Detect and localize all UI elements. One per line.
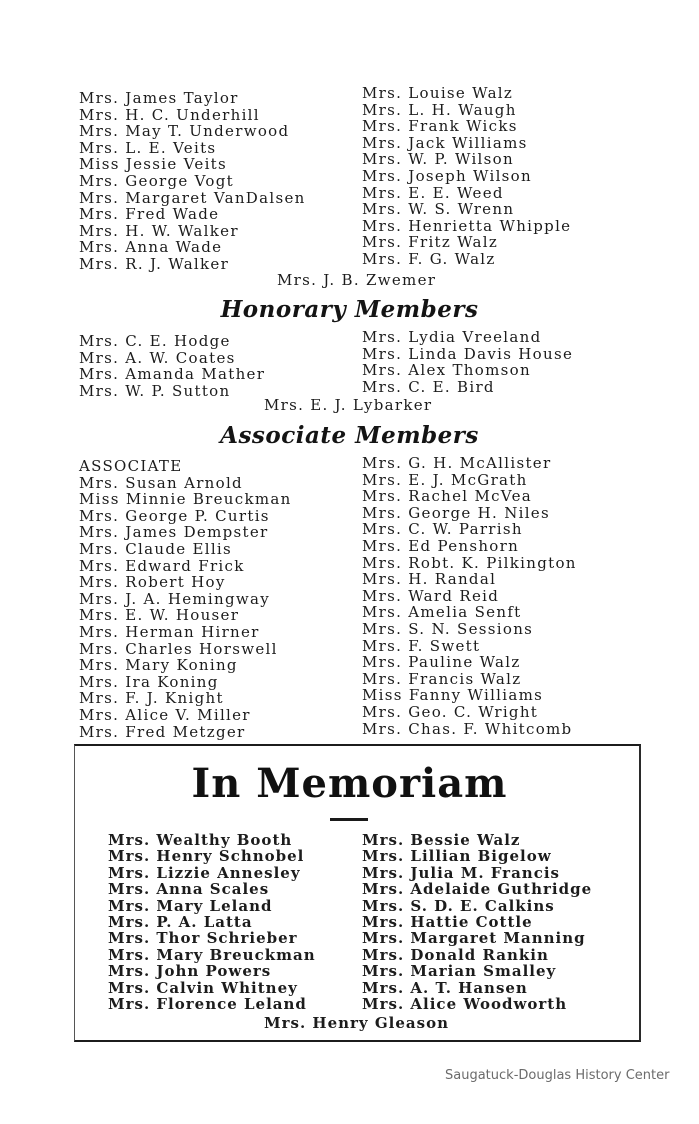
associate-member-name: Mrs. Francis Walz bbox=[362, 669, 522, 688]
associate-member-name: Mrs. Robt. K. Pilkington bbox=[362, 553, 577, 572]
associate-right-column bbox=[362, 455, 577, 737]
associate-member-name: Mrs. Chas. F. Whitcomb bbox=[362, 719, 573, 738]
memoriam-name: Mrs. P. A. Latta bbox=[108, 912, 253, 931]
associate-member-name: Mrs. F. J. Knight bbox=[79, 689, 224, 708]
memoriam-name: Mrs. Margaret Manning bbox=[362, 929, 586, 948]
member-name: Mrs. Henrietta Whipple bbox=[362, 216, 572, 235]
member-name: Mrs. Jack Williams bbox=[362, 133, 528, 152]
associate-left-column bbox=[79, 458, 292, 740]
memoriam-name: Mrs. Wealthy Booth bbox=[108, 831, 293, 849]
associate-member-name: Mrs. Rachel McVea bbox=[362, 487, 532, 506]
honorary-member-name: Mrs. C. E. Hodge bbox=[79, 332, 231, 350]
member-name: Mrs. James Taylor bbox=[79, 89, 239, 107]
memoriam-divider bbox=[330, 818, 368, 821]
associate-member-name: Mrs. C. W. Parrish bbox=[362, 520, 523, 539]
member-name: Mrs. R. J. Walker bbox=[79, 254, 230, 273]
associate-member-name: Mrs. F. Swett bbox=[362, 636, 481, 655]
honorary-member-name: Mrs. W. P. Sutton bbox=[79, 381, 231, 400]
memoriam-name: Mrs. Donald Rankin bbox=[362, 945, 549, 964]
memoriam-name: Mrs. Henry Schnobel bbox=[108, 847, 305, 866]
associate-member-name: Mrs. Herman Hirner bbox=[79, 622, 260, 641]
member-name: Mrs. E. E. Weed bbox=[362, 183, 504, 202]
associate-member-name: Mrs. James Dempster bbox=[79, 523, 269, 542]
associate-member-name: Miss Fanny Williams bbox=[362, 686, 544, 705]
members-center-name: Mrs. J. B. Zwemer bbox=[277, 271, 437, 289]
history-center-credit: Saugatuck-Douglas History Center bbox=[445, 1068, 670, 1083]
member-name: Mrs. H. W. Walker bbox=[79, 221, 239, 240]
memoriam-name: Mrs. Alice Woodworth bbox=[362, 994, 568, 1013]
honorary-member-name: Mrs. Linda Davis House bbox=[362, 344, 574, 363]
associate-member-name: Mrs. E. J. McGrath bbox=[362, 470, 528, 489]
associate-member-name: Mrs. George H. Niles bbox=[362, 503, 550, 522]
member-name: Mrs. H. C. Underhill bbox=[79, 105, 260, 124]
member-name: Mrs. Fritz Walz bbox=[362, 233, 499, 252]
member-name: Mrs. May T. Underwood bbox=[79, 122, 290, 141]
member-name: Mrs. Joseph Wilson bbox=[362, 166, 532, 185]
associate-member-name: Mrs. Ward Reid bbox=[362, 586, 500, 605]
memoriam-name: Mrs. Mary Leland bbox=[108, 896, 273, 915]
memoriam-left-column bbox=[108, 832, 316, 1012]
honorary-center-name: Mrs. E. J. Lybarker bbox=[264, 396, 433, 414]
member-name: Mrs. George Vogt bbox=[79, 171, 234, 190]
memoriam-name: Mrs. Lizzie Annesley bbox=[108, 863, 301, 882]
memoriam-right-column bbox=[362, 832, 592, 1012]
associate-member-name: Mrs. Claude Ellis bbox=[79, 539, 233, 558]
member-name: Mrs. L. E. Veits bbox=[79, 138, 217, 157]
associate-member-name: Mrs. S. N. Sessions bbox=[362, 619, 534, 638]
memoriam-title: In Memoriam bbox=[191, 760, 508, 807]
honorary-member-name: Mrs. C. E. Bird bbox=[362, 377, 495, 396]
associate-member-name: Mrs. Ed Penshorn bbox=[362, 536, 520, 555]
memoriam-name: Mrs. John Powers bbox=[108, 962, 272, 981]
members-left-column bbox=[79, 90, 306, 273]
honorary-right-column bbox=[362, 329, 573, 395]
memoriam-name: Mrs. Adelaide Guthridge bbox=[362, 880, 593, 899]
memoriam-name: Mrs. A. T. Hansen bbox=[362, 978, 528, 997]
member-name: Miss Jessie Veits bbox=[79, 155, 228, 174]
honorary-left-column bbox=[79, 333, 265, 399]
member-name: Mrs. Fred Wade bbox=[79, 205, 220, 224]
associate-member-name: Mrs. Edward Frick bbox=[79, 556, 245, 575]
associate-member-name: Mrs. Pauline Walz bbox=[362, 653, 521, 672]
member-name: Mrs. W. P. Wilson bbox=[362, 150, 514, 169]
associate-heading: Associate Members bbox=[220, 422, 479, 449]
associate-member-name: Mrs. Susan Arnold bbox=[79, 473, 243, 492]
member-name: Mrs. L. H. Waugh bbox=[362, 100, 517, 119]
memoriam-name: Mrs. Hattie Cottle bbox=[362, 912, 533, 931]
honorary-heading: Honorary Members bbox=[220, 296, 479, 323]
memoriam-name: Mrs. Anna Scales bbox=[108, 880, 270, 899]
member-name: Mrs. Frank Wicks bbox=[362, 117, 518, 136]
members-right-column bbox=[362, 85, 571, 268]
honorary-member-name: Mrs. Lydia Vreeland bbox=[362, 328, 542, 346]
memoriam-center-name: Mrs. Henry Gleason bbox=[264, 1014, 449, 1032]
associate-member-name: Mrs. Robert Hoy bbox=[79, 573, 226, 592]
member-name: Mrs. F. G. Walz bbox=[362, 249, 496, 268]
honorary-member-name: Mrs. Amanda Mather bbox=[79, 365, 266, 384]
memoriam-name: Mrs. Mary Breuckman bbox=[108, 945, 316, 964]
memoriam-name: Mrs. Julia M. Francis bbox=[362, 863, 560, 882]
associate-member-name: Mrs. J. A. Hemingway bbox=[79, 589, 271, 608]
associate-member-name: Mrs. Charles Horswell bbox=[79, 639, 278, 658]
member-name: Mrs. Anna Wade bbox=[79, 238, 223, 257]
associate-member-name: Mrs. Geo. C. Wright bbox=[362, 702, 539, 721]
associate-member-name: Miss Minnie Breuckman bbox=[79, 490, 292, 509]
associate-member-name: Mrs. H. Randal bbox=[362, 570, 497, 589]
associate-member-name: Mrs. Ira Koning bbox=[79, 672, 219, 691]
honorary-member-name: Mrs. A. W. Coates bbox=[79, 348, 236, 367]
memoriam-name: Mrs. Marian Smalley bbox=[362, 962, 557, 981]
associate-member-name: Mrs. Amelia Senft bbox=[362, 603, 522, 622]
memoriam-name: Mrs. Bessie Walz bbox=[362, 831, 521, 849]
member-name: Mrs. W. S. Wrenn bbox=[362, 200, 515, 219]
associate-member-name: Mrs. Fred Metzger bbox=[79, 722, 246, 741]
memoriam-name: Mrs. Thor Schrieber bbox=[108, 929, 298, 948]
memoriam-name: Mrs. Calvin Whitney bbox=[108, 978, 298, 997]
associate-member-name: Mrs. E. W. Houser bbox=[79, 606, 240, 625]
memoriam-name: Mrs. Lillian Bigelow bbox=[362, 847, 552, 866]
associate-member-name: Mrs. George P. Curtis bbox=[79, 506, 270, 525]
honorary-member-name: Mrs. Alex Thomson bbox=[362, 361, 531, 380]
associate-member-name: ASSOCIATE bbox=[79, 457, 183, 475]
member-name: Mrs. Louise Walz bbox=[362, 84, 514, 102]
associate-member-name: Mrs. Alice V. Miller bbox=[79, 705, 251, 724]
memoriam-name: Mrs. Florence Leland bbox=[108, 994, 307, 1013]
member-name: Mrs. Margaret VanDalsen bbox=[79, 188, 306, 207]
memoriam-name: Mrs. S. D. E. Calkins bbox=[362, 896, 555, 915]
associate-member-name: Mrs. Mary Koning bbox=[79, 656, 238, 675]
associate-member-name: Mrs. G. H. McAllister bbox=[362, 454, 552, 472]
